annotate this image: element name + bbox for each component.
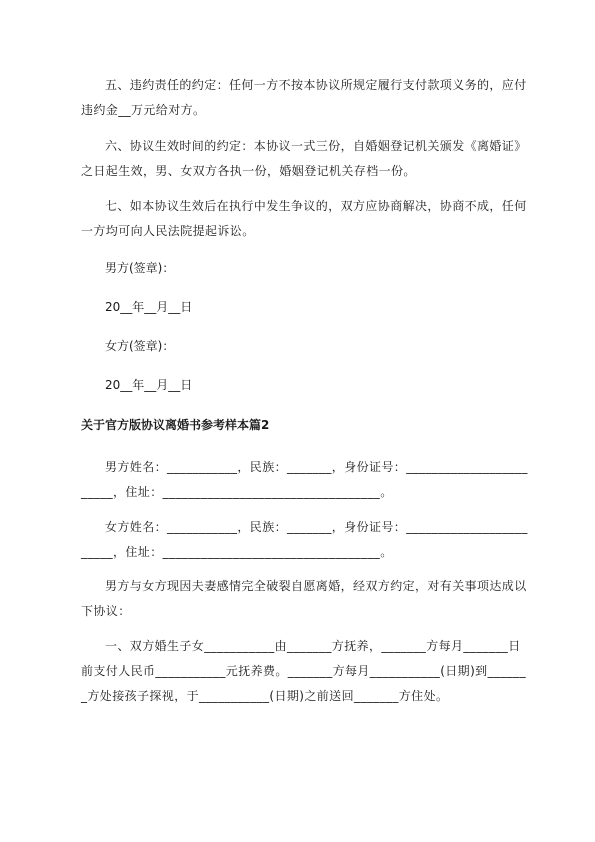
clause-5-breach-liability: 五、违约责任的约定：任何一方不按本协议所规定履行支付款项义务的，应付违约金__万元给对方。	[81, 78, 527, 117]
clause-6-effective-date: 六、协议生效时间的约定：本协议一式三份，自婚姻登记机关颁发《离婚证》之日起生效，男、女双方各执一份，婚姻登记机关存档一份。	[81, 139, 527, 178]
male-signature-line: 男方(签章)：	[105, 261, 175, 275]
intro-paragraph: 男方与女方现因夫妻感情完全破裂自愿离婚，经双方约定，对有关事项达成以下协议：	[81, 579, 527, 618]
male-info-paragraph: 男方姓名：___________，民族：_______，身份证号：________________________，住址：__________________________________。	[81, 460, 528, 499]
clause-7-dispute-resolution: 七、如本协议生效后在执行中发生争议的，双方应协商解决，协商不成，任何一方均可向人民法院提起诉讼。	[81, 199, 527, 238]
female-info-paragraph: 女方姓名：___________，民族：_______，身份证号：________________________，住址：__________________________________。	[81, 520, 528, 559]
female-date-line: 20__年__月__日	[105, 378, 193, 392]
section-heading: 关于官方版协议离婚书参考样本篇2	[81, 418, 270, 432]
clause-1-child-custody: 一、双方婚生子女___________由_______方抚养，_______方每月_______日前支付人民币___________元抚养费。_______方每月___________(日期)到_______方处接孩子探视，于___________(日期)之前送回_______方住处。	[81, 639, 526, 703]
male-date-line: 20__年__月__日	[105, 300, 193, 314]
female-signature-line: 女方(签章)：	[105, 339, 175, 353]
